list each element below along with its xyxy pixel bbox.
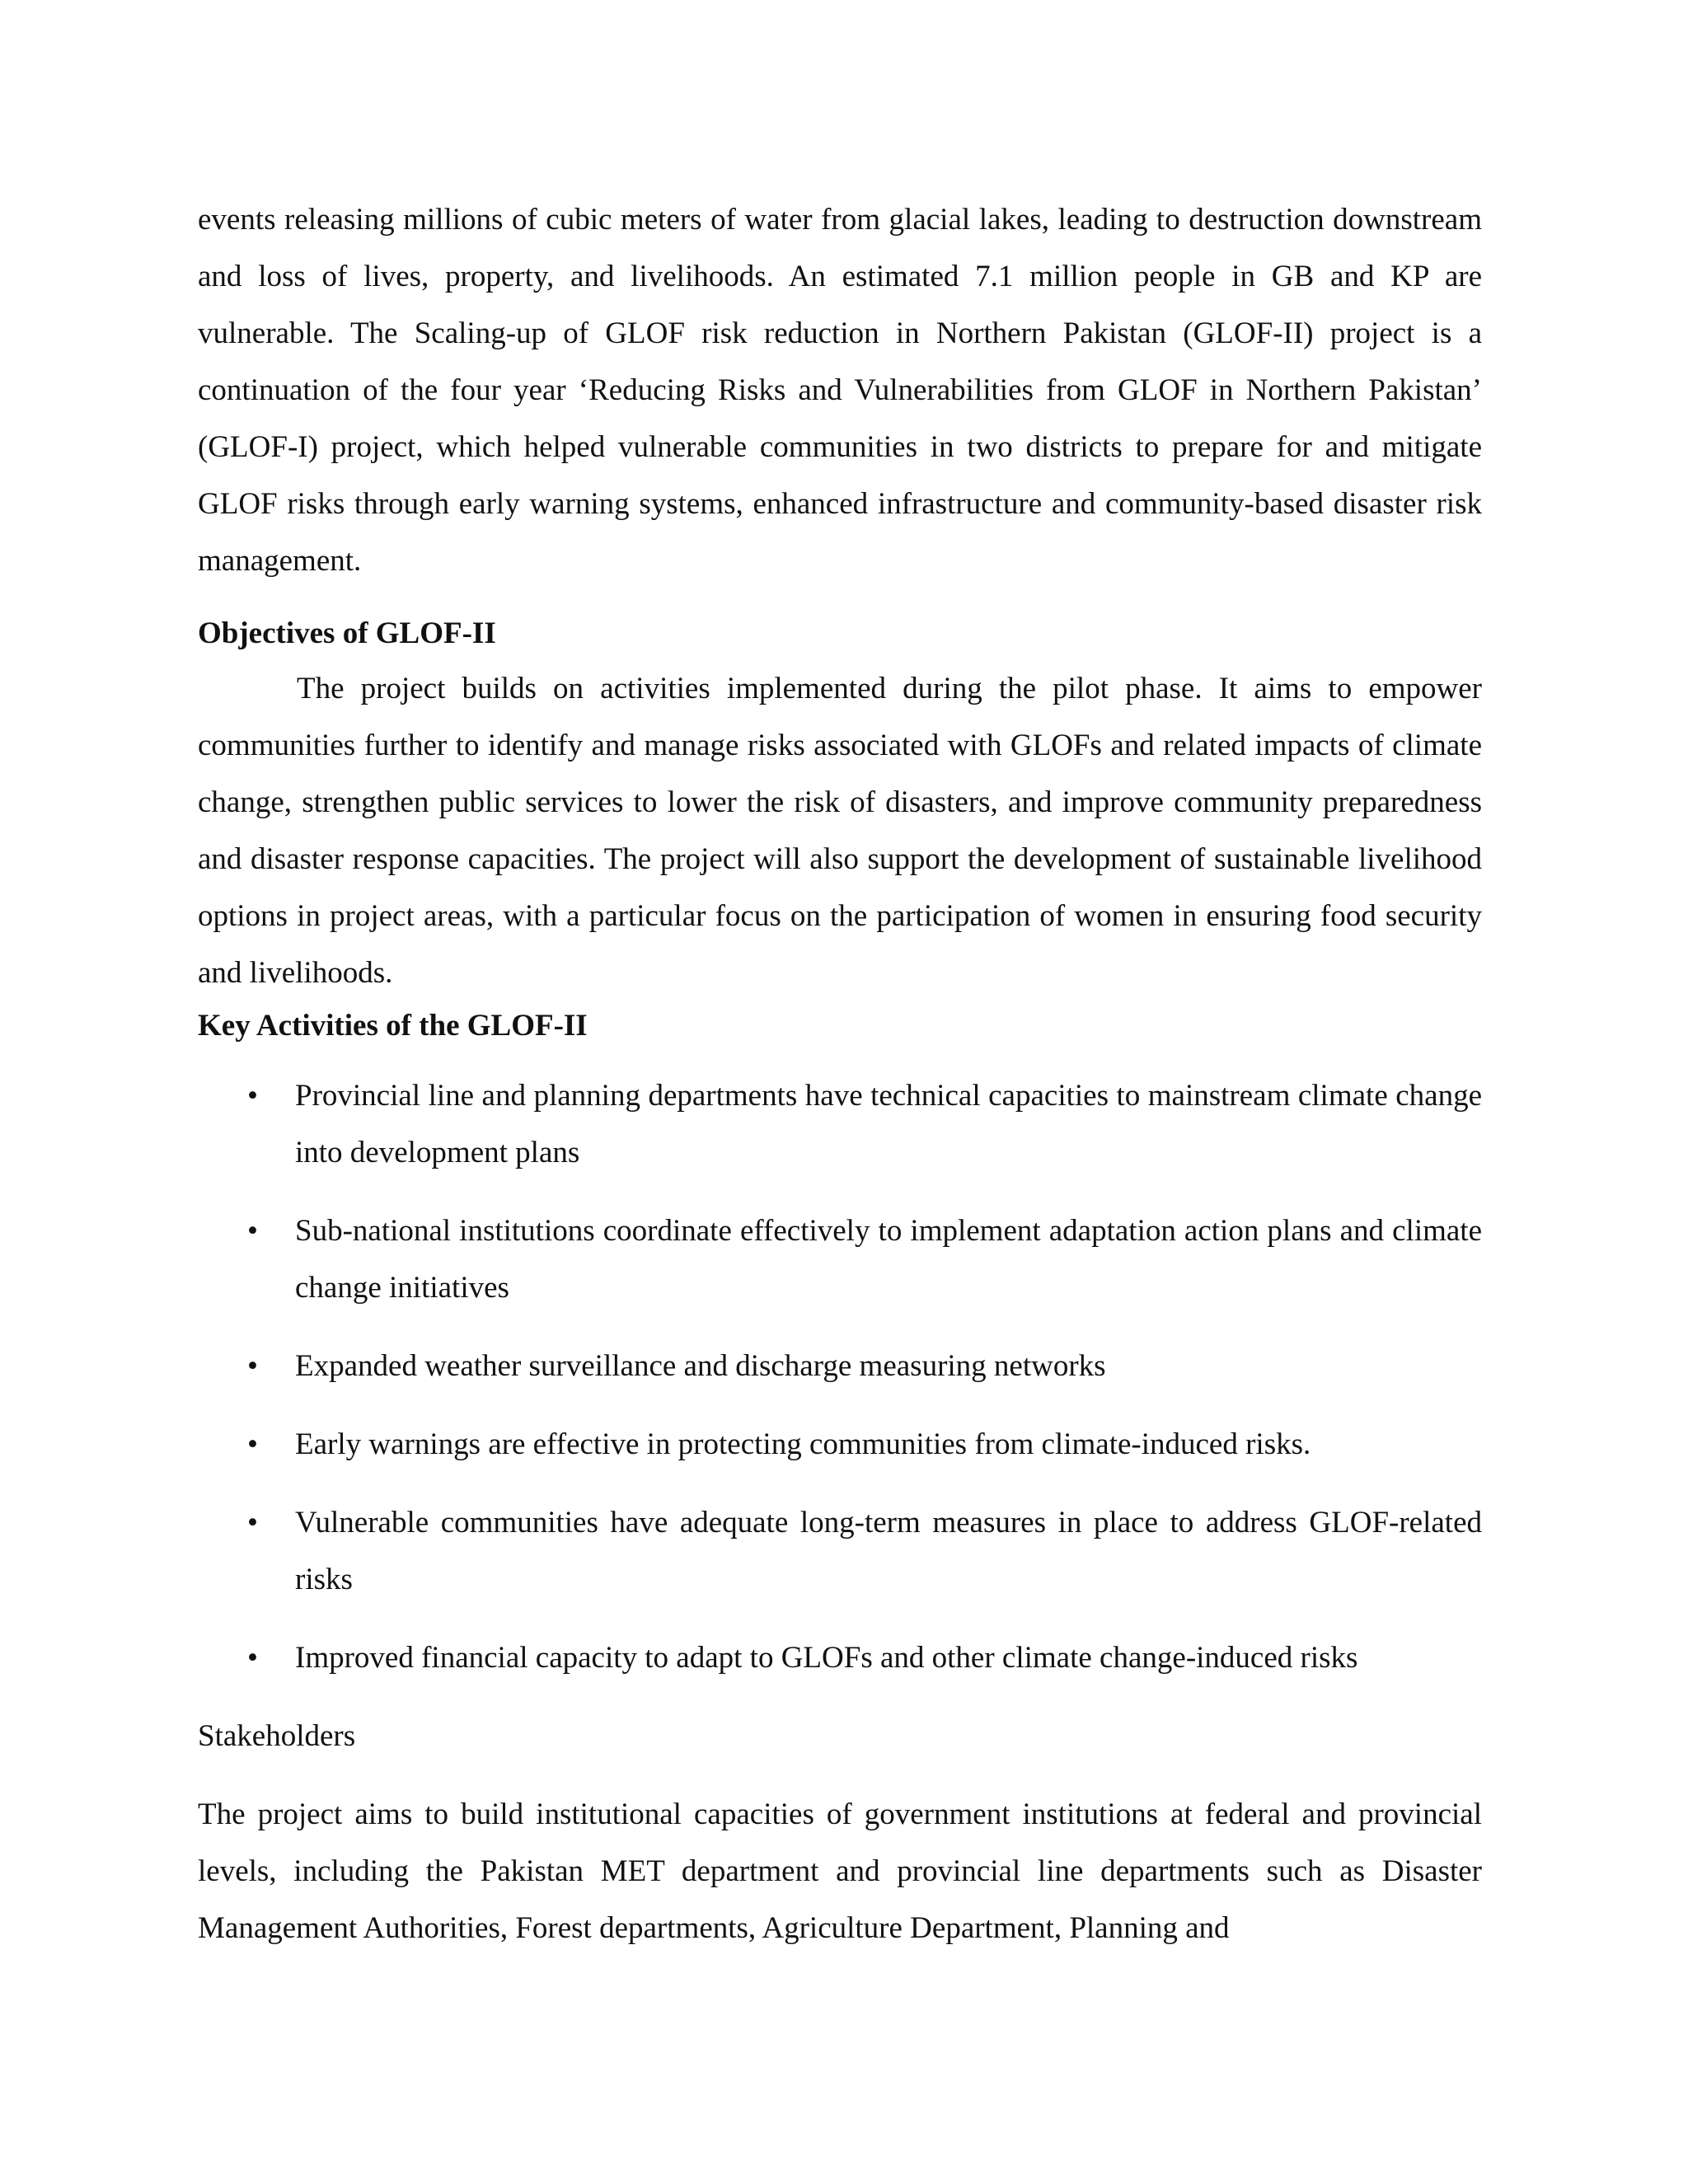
key-activities-heading: Key Activities of the GLOF-II (198, 1009, 588, 1043)
list-item-text: Improved financial capacity to adapt to GLOFs and other climate change-induced risks (295, 1641, 1358, 1675)
list-item (198, 1338, 1482, 1394)
list-item (198, 1067, 1482, 1181)
bullet-icon: • (247, 1641, 258, 1675)
bullet-icon: • (247, 1349, 258, 1383)
list-item-text: Vulnerable communities have adequate long-term measures in place to address GLOF-related risks (295, 1506, 1482, 1596)
intro-paragraph: events releasing millions of cubic meters of water from glacial lakes, leading to destruction downstream and loss of lives, property, and livelihoods. An estimated 7.1 million people in GB and KP are vulnerable. The Scaling-up of GLOF risk reduction in Northern Pakistan (GLOF-II) project is a continuation of the four year ‘Reducing Risks and Vulnerabilities from GLOF in Northern Pakistan’ (GLOF-I) project, which helped vulnerable communities in two districts to prepare for and mitigate GLOF risks through early warning systems, enhanced infrastructure and community-based disaster risk management. (198, 203, 1482, 578)
bullet-icon: • (247, 1506, 258, 1540)
key-activities-list (198, 1067, 1482, 1686)
document-page (198, 191, 1482, 1957)
objectives-paragraph: The project builds on activities implemented during the pilot phase. It aims to empower communities further to identify and manage risks associated with GLOFs and related impacts of climate change, strengthen public services to lower the risk of disasters, and improve community preparedness and disaster response capacities. The project will also support the development of sustainable livelihood options in project areas, with a particular focus on the participation of women in ensuring food security and livelihoods. (198, 672, 1482, 990)
list-item-text: Expanded weather surveillance and discharge measuring networks (295, 1349, 1106, 1383)
bullet-icon: • (247, 1079, 258, 1113)
list-item-text: Sub-national institutions coordinate effectively to implement adaptation action plans and climate change initiatives (295, 1214, 1482, 1305)
objectives-heading: Objectives of GLOF-II (198, 616, 496, 650)
stakeholders-paragraph: The project aims to build institutional capacities of government institutions at federal and provincial levels, including the Pakistan MET department and provincial line departments such as Disaster Management Authorities, Forest departments, Agriculture Department, Planning and (198, 1797, 1482, 1945)
list-item-text: Early warnings are effective in protecting communities from climate-induced risks. (295, 1427, 1311, 1461)
list-item (198, 1202, 1482, 1316)
list-item (198, 1494, 1482, 1608)
bullet-icon: • (247, 1427, 258, 1461)
list-item (198, 1416, 1482, 1473)
bullet-icon: • (247, 1214, 258, 1248)
list-item-text: Provincial line and planning departments have technical capacities to mainstream climate change into development plans (295, 1079, 1482, 1169)
stakeholders-label: Stakeholders (198, 1719, 356, 1753)
list-item (198, 1629, 1482, 1686)
